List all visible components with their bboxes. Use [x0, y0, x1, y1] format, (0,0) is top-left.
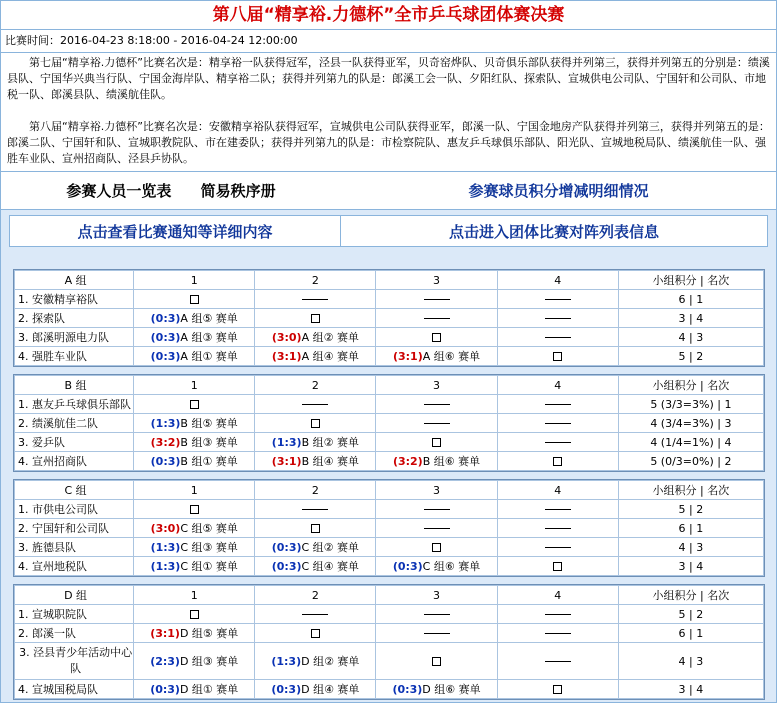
match-sheet-link[interactable]: B 组③ 赛单: [180, 436, 238, 449]
link-row-1: [1, 172, 776, 210]
group-table: [13, 374, 765, 472]
group-table: [13, 584, 765, 700]
order-book-link[interactable]: 简易秩序册: [200, 182, 276, 200]
match-sheet-link[interactable]: C 组② 赛单: [301, 541, 360, 554]
empty-cell: [255, 395, 376, 414]
match-cell: [134, 538, 255, 557]
team-name: 2. 宁国轩和公司队: [15, 519, 134, 538]
empty-square-icon: [553, 457, 562, 466]
match-cell: [376, 680, 497, 699]
self-cell: [255, 414, 376, 433]
dash-line-icon: [424, 404, 450, 405]
match-cell: [376, 347, 497, 366]
empty-square-icon: [190, 400, 199, 409]
group-name: B 组: [15, 376, 134, 395]
match-time: 比赛时间：2016-04-23 8:18:00 - 2016-04-24 12:00:00: [1, 30, 776, 53]
group-table: [13, 269, 765, 367]
match-cell: [376, 557, 497, 576]
empty-cell: [376, 624, 497, 643]
column-header: 4: [497, 586, 618, 605]
empty-cell: [497, 395, 618, 414]
empty-cell: [497, 290, 618, 309]
self-cell: [376, 643, 497, 680]
team-name: 3. 郎溪明源电力队: [15, 328, 134, 347]
empty-cell: [497, 605, 618, 624]
empty-cell: [497, 624, 618, 643]
match-list-link[interactable]: 点击进入团体比赛对阵列表信息: [341, 215, 768, 247]
table-row: [15, 624, 764, 643]
history-8th: 第八届“精享裕.力德杯”比赛名次是：安徽精享裕队获得冠军，宣城供电公司队获得亚军，郎溪一队、宁国金地房产队获得并列第三，获得并列第五的是：郎溪二队、宁国轩和队、宣城职教院队、市在建委队；获得并列第九的队是：市检察院队、惠友乒乓球俱乐部队、阳光队、宣城地税局队、绩溪航佳一队、强胜车业队、宣州招商队、泾县乒协队。: [7, 120, 770, 165]
empty-cell: [497, 519, 618, 538]
column-header: 3: [376, 586, 497, 605]
team-name: 4. 强胜车业队: [15, 347, 134, 366]
self-cell: [255, 309, 376, 328]
match-sheet-link[interactable]: B 组⑥ 赛单: [422, 455, 481, 468]
group-points: 4 | 3: [618, 538, 763, 557]
match-score-link[interactable]: (3:1): [150, 627, 180, 640]
self-cell: [497, 557, 618, 576]
match-cell: [134, 309, 255, 328]
match-cell: [134, 519, 255, 538]
empty-square-icon: [553, 685, 562, 694]
match-score-link[interactable]: (3:1): [392, 350, 423, 363]
table-row: [15, 519, 764, 538]
match-score-link[interactable]: (0:3): [150, 312, 181, 325]
empty-square-icon: [190, 610, 199, 619]
column-header: 1: [134, 376, 255, 395]
match-cell: [134, 328, 255, 347]
group-points: 4 | 3: [618, 643, 763, 680]
dash-line-icon: [545, 614, 571, 615]
group-points: 5 | 2: [618, 500, 763, 519]
link-group-left: [1, 180, 341, 201]
empty-square-icon: [311, 419, 320, 428]
column-header: 1: [134, 481, 255, 500]
match-score-link[interactable]: (3:1): [271, 350, 302, 363]
match-score-link[interactable]: (3:1): [271, 455, 302, 468]
self-cell: [255, 519, 376, 538]
team-name: 2. 绩溪航佳二队: [15, 414, 134, 433]
match-cell: [134, 680, 255, 699]
match-sheet-link[interactable]: D 组④ 赛单: [301, 683, 360, 696]
notice-link[interactable]: 点击查看比赛通知等详细内容: [9, 215, 341, 247]
self-cell: [376, 433, 497, 452]
dash-line-icon: [424, 423, 450, 424]
group-points: 4 (3/4=3%) | 3: [618, 414, 763, 433]
match-sheet-link[interactable]: B 组④ 赛单: [301, 455, 359, 468]
empty-cell: [497, 414, 618, 433]
match-cell: [255, 452, 376, 471]
table-row: [15, 414, 764, 433]
group-points: 6 | 1: [618, 519, 763, 538]
dash-line-icon: [424, 299, 450, 300]
match-cell: [255, 680, 376, 699]
match-score-link[interactable]: (1:3): [150, 417, 181, 430]
match-cell: [255, 433, 376, 452]
dash-line-icon: [545, 404, 571, 405]
match-cell: [134, 433, 255, 452]
match-sheet-link[interactable]: C 组⑥ 赛单: [422, 560, 481, 573]
match-sheet-link[interactable]: A 组① 赛单: [180, 350, 238, 363]
dash-line-icon: [545, 528, 571, 529]
self-cell: [497, 452, 618, 471]
empty-square-icon: [553, 562, 562, 571]
match-score-link[interactable]: (0:3): [150, 331, 181, 344]
match-sheet-link[interactable]: C 组⑤ 赛单: [180, 522, 238, 535]
dash-line-icon: [302, 509, 328, 510]
empty-cell: [255, 605, 376, 624]
team-name: 2. 郎溪一队: [15, 624, 134, 643]
empty-square-icon: [311, 314, 320, 323]
table-row: [15, 433, 764, 452]
table-row: [15, 500, 764, 519]
team-name: 1. 惠友乒乓球俱乐部队: [15, 395, 134, 414]
match-score-link[interactable]: (2:3): [150, 655, 180, 668]
group-name: D 组: [15, 586, 134, 605]
self-cell: [376, 538, 497, 557]
match-score-link[interactable]: (1:3): [271, 655, 302, 668]
points-header: 小组积分 | 名次: [618, 376, 763, 395]
table-row: [15, 605, 764, 624]
group-points: 6 | 1: [618, 290, 763, 309]
points-detail-link[interactable]: 参赛球员积分增减明细情况: [468, 182, 649, 200]
column-header: 3: [376, 481, 497, 500]
group-points: 3 | 4: [618, 557, 763, 576]
dash-line-icon: [545, 547, 571, 548]
empty-square-icon: [190, 505, 199, 514]
group-tables: [13, 269, 765, 707]
match-sheet-link[interactable]: C 组④ 赛单: [301, 560, 360, 573]
team-name: 1. 市供电公司队: [15, 500, 134, 519]
empty-square-icon: [432, 333, 441, 342]
dash-line-icon: [545, 299, 571, 300]
empty-cell: [376, 395, 497, 414]
dash-line-icon: [545, 633, 571, 634]
team-name: 3. 爱乒队: [15, 433, 134, 452]
match-cell: [134, 414, 255, 433]
match-cell: [134, 624, 255, 643]
dash-line-icon: [302, 404, 328, 405]
match-sheet-link[interactable]: A 组④ 赛单: [301, 350, 359, 363]
match-sheet-link[interactable]: C 组③ 赛单: [180, 541, 238, 554]
empty-square-icon: [432, 657, 441, 666]
empty-cell: [497, 538, 618, 557]
column-header: 3: [376, 376, 497, 395]
match-sheet-link[interactable]: B 组② 赛单: [301, 436, 359, 449]
dash-line-icon: [545, 661, 571, 662]
dash-line-icon: [545, 442, 571, 443]
column-header: 2: [255, 376, 376, 395]
group-points: 5 | 2: [618, 347, 763, 366]
match-score-link[interactable]: (0:3): [150, 683, 180, 696]
table-row: [15, 309, 764, 328]
page-title: 第八届“精享裕.力德杯”全市乒乓球团体赛决赛: [1, 1, 776, 30]
empty-square-icon: [190, 295, 199, 304]
team-name: 4. 宣州地税队: [15, 557, 134, 576]
group-points: 5 | 2: [618, 605, 763, 624]
match-score-link[interactable]: (0:3): [271, 560, 302, 573]
group-table: [13, 479, 765, 577]
group-name: A 组: [15, 271, 134, 290]
match-sheet-link[interactable]: A 组⑥ 赛单: [422, 350, 481, 363]
match-score-link[interactable]: (0:3): [392, 683, 423, 696]
group-points: 6 | 1: [618, 624, 763, 643]
match-sheet-link[interactable]: D 组⑥ 赛单: [422, 683, 481, 696]
team-name: 1. 宣城职院队: [15, 605, 134, 624]
dash-line-icon: [302, 614, 328, 615]
table-row: [15, 538, 764, 557]
empty-square-icon: [311, 524, 320, 533]
match-sheet-link[interactable]: D 组⑤ 赛单: [179, 627, 239, 640]
column-header: 4: [497, 481, 618, 500]
dash-line-icon: [424, 614, 450, 615]
dash-line-icon: [545, 509, 571, 510]
column-header: 3: [376, 271, 497, 290]
self-cell: [134, 395, 255, 414]
match-score-link[interactable]: (0:3): [150, 350, 181, 363]
group-name: C 组: [15, 481, 134, 500]
team-name: 4. 宣州招商队: [15, 452, 134, 471]
match-cell: [376, 452, 497, 471]
match-score-link[interactable]: (1:3): [271, 436, 302, 449]
history-info: [1, 53, 776, 172]
team-name: 3. 泾县青少年活动中心队: [15, 643, 134, 680]
match-cell: [255, 557, 376, 576]
match-sheet-link[interactable]: A 组⑤ 赛单: [180, 312, 238, 325]
match-score-link[interactable]: (1:3): [150, 560, 181, 573]
match-sheet-link[interactable]: D 组③ 赛单: [179, 655, 239, 668]
table-row: [15, 557, 764, 576]
match-sheet-link[interactable]: A 组③ 赛单: [180, 331, 238, 344]
match-score-link[interactable]: (0:3): [392, 560, 423, 573]
match-sheet-link[interactable]: C 组① 赛单: [180, 560, 238, 573]
match-cell: [134, 557, 255, 576]
self-cell: [255, 624, 376, 643]
group-points: 3 | 4: [618, 680, 763, 699]
match-score-link[interactable]: (3:0): [271, 331, 302, 344]
match-score-link[interactable]: (1:3): [150, 541, 181, 554]
group-points: 4 (1/4=1%) | 4: [618, 433, 763, 452]
match-cell: [255, 643, 376, 680]
empty-cell: [497, 328, 618, 347]
column-header: 2: [255, 586, 376, 605]
column-header: 1: [134, 271, 255, 290]
history-7th: 第七届“精享裕.力德杯”比赛名次是：精享裕一队获得冠军，泾县一队获得亚军，贝奇窑烨队、贝奇俱乐部队获得并列第三，获得并列第五的分别是：绩溪县队、宁国华兴典当行队、宁国金海岸队、精享裕二队；获得并列第九的队是：郎溪工会一队、夕阳红队、探索队、宣城供电公司队、宁国轩和公司队、市地税一队、郎溪县队、绩溪航佳队。: [7, 56, 770, 101]
team-name: 4. 宣城国税局队: [15, 680, 134, 699]
empty-cell: [376, 414, 497, 433]
points-header: 小组积分 | 名次: [618, 271, 763, 290]
dash-line-icon: [424, 633, 450, 634]
dash-line-icon: [545, 337, 571, 338]
empty-cell: [497, 643, 618, 680]
self-cell: [497, 347, 618, 366]
empty-cell: [376, 309, 497, 328]
points-header: 小组积分 | 名次: [618, 481, 763, 500]
empty-cell: [497, 433, 618, 452]
column-header: 2: [255, 271, 376, 290]
self-cell: [134, 605, 255, 624]
team-name: 1. 安徽精享裕队: [15, 290, 134, 309]
match-sheet-link[interactable]: D 组① 赛单: [179, 683, 239, 696]
match-score-link[interactable]: (0:3): [271, 683, 302, 696]
empty-cell: [497, 309, 618, 328]
match-score-link[interactable]: (0:3): [150, 455, 181, 468]
table-row: [15, 290, 764, 309]
group-points: 5 (3/3=3%) | 1: [618, 395, 763, 414]
table-row: [15, 328, 764, 347]
empty-square-icon: [553, 352, 562, 361]
team-name: 3. 旌德县队: [15, 538, 134, 557]
group-points: 3 | 4: [618, 309, 763, 328]
empty-cell: [376, 290, 497, 309]
match-score-link[interactable]: (0:3): [271, 541, 302, 554]
column-header: 4: [497, 271, 618, 290]
empty-cell: [376, 519, 497, 538]
dash-line-icon: [545, 318, 571, 319]
dash-line-icon: [302, 299, 328, 300]
participants-link[interactable]: 参赛人员一览表: [66, 182, 172, 200]
group-points: 5 (0/3=0%) | 2: [618, 452, 763, 471]
link-row-2: [1, 210, 776, 252]
empty-square-icon: [432, 438, 441, 447]
column-header: 1: [134, 586, 255, 605]
self-cell: [134, 290, 255, 309]
match-score-link[interactable]: (3:0): [150, 522, 181, 535]
empty-square-icon: [311, 629, 320, 638]
empty-cell: [255, 290, 376, 309]
self-cell: [376, 328, 497, 347]
self-cell: [497, 680, 618, 699]
dash-line-icon: [545, 423, 571, 424]
team-name: 2. 探索队: [15, 309, 134, 328]
table-row: [15, 347, 764, 366]
table-row: [15, 643, 764, 680]
match-cell: [134, 452, 255, 471]
match-sheet-link[interactable]: D 组② 赛单: [301, 655, 360, 668]
empty-cell: [376, 500, 497, 519]
empty-cell: [376, 605, 497, 624]
match-sheet-link[interactable]: B 组⑤ 赛单: [180, 417, 238, 430]
match-sheet-link[interactable]: B 组① 赛单: [180, 455, 238, 468]
table-row: [15, 452, 764, 471]
empty-square-icon: [432, 543, 441, 552]
match-cell: [255, 538, 376, 557]
points-header: 小组积分 | 名次: [618, 586, 763, 605]
match-cell: [134, 643, 255, 680]
dash-line-icon: [424, 528, 450, 529]
match-cell: [255, 347, 376, 366]
match-cell: [255, 328, 376, 347]
match-sheet-link[interactable]: A 组② 赛单: [301, 331, 359, 344]
match-cell: [134, 347, 255, 366]
empty-cell: [255, 500, 376, 519]
group-points: 4 | 3: [618, 328, 763, 347]
empty-cell: [497, 500, 618, 519]
dash-line-icon: [424, 318, 450, 319]
match-score-link[interactable]: (3:2): [392, 455, 423, 468]
self-cell: [134, 500, 255, 519]
table-row: [15, 395, 764, 414]
dash-line-icon: [424, 509, 450, 510]
match-score-link[interactable]: (3:2): [150, 436, 181, 449]
column-header: 2: [255, 481, 376, 500]
table-row: [15, 680, 764, 699]
column-header: 4: [497, 376, 618, 395]
